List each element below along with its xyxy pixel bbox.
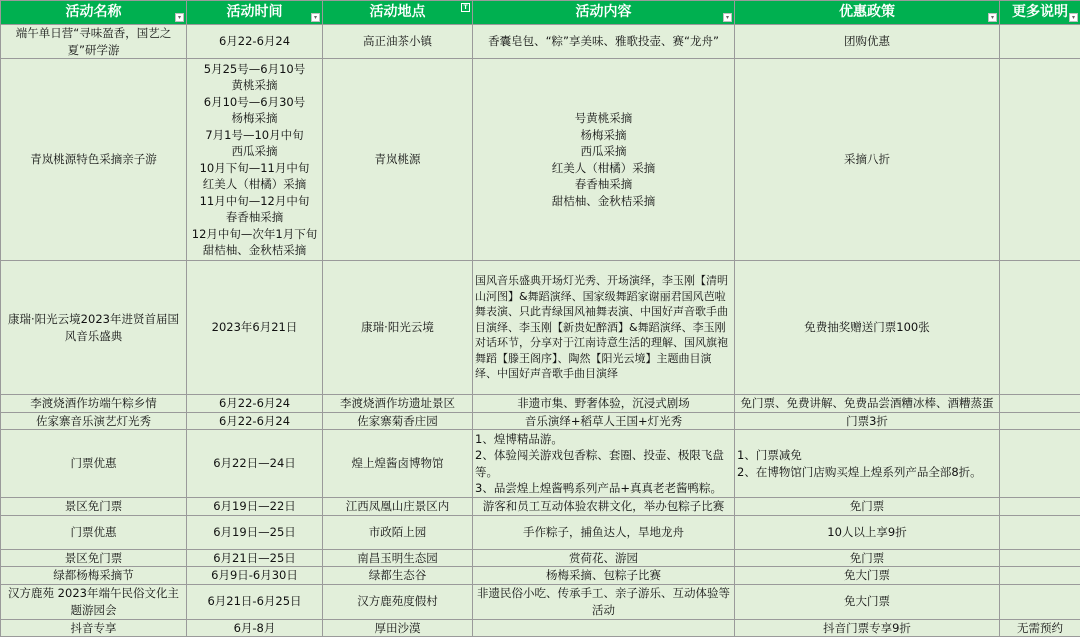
cell-content[interactable]: 赏荷花、游园 [473, 549, 735, 567]
header-row [1, 1, 1080, 25]
cell-time[interactable]: 6月21日—25日 [187, 549, 323, 567]
cell-time[interactable]: 6月9日-6月30日 [187, 567, 323, 585]
cell-policy[interactable]: 10人以上享9折 [735, 515, 1000, 549]
cell-policy[interactable]: 1、门票减免 2、在博物馆门店购买煌上煌系列产品全部8折。 [735, 430, 1000, 498]
cell-place[interactable]: 康瑞·阳光云境 [323, 261, 473, 395]
cell-note[interactable] [1000, 515, 1080, 549]
cell-place[interactable]: 李渡烧酒作坊遗址景区 [323, 395, 473, 413]
cell-policy[interactable]: 免门票、免费讲解、免费品尝酒糟冰棒、酒糟蒸蛋 [735, 395, 1000, 413]
cell-policy[interactable]: 抖音门票专享9折 [735, 619, 1000, 637]
cell-content[interactable]: 号黄桃采摘 杨梅采摘 西瓜采摘 红美人（柑橘）采摘 春香柚采摘 甜桔柚、金秋桔采摘 [473, 59, 735, 261]
cell-note[interactable] [1000, 25, 1080, 59]
cell-policy[interactable]: 免费抽奖赠送门票100张 [735, 261, 1000, 395]
filter-dropdown-icon[interactable]: ▾ [1069, 13, 1078, 22]
cell-note[interactable] [1000, 498, 1080, 516]
cell-note[interactable] [1000, 584, 1080, 619]
cell-content[interactable]: 国风音乐盛典开场灯光秀、开场演绎，李玉刚【清明山河图】&舞蹈演绎、国家级舞蹈家谢丽君国风芭啦舞表演、只此青绿国风袖舞表演、中国好声音歌手曲目演绎、李玉刚【新贵妃醉酒】&舞蹈演绎、李玉刚对话环节，分享对于江南诗意生活的理解、国风旗袍舞蹈【滕王阁序】、陶然【阳光云境】主题曲目演绎、中国好声音歌手曲目演绎 [473, 261, 735, 395]
cell-policy[interactable]: 门票3折 [735, 412, 1000, 430]
cell-place[interactable]: 南昌玉明生态园 [323, 549, 473, 567]
cell-name[interactable]: 景区免门票 [1, 498, 187, 516]
cell-time[interactable]: 6月19日—25日 [187, 515, 323, 549]
cell-time[interactable]: 6月21日-6月25日 [187, 584, 323, 619]
cell-time[interactable]: 6月22-6月24 [187, 412, 323, 430]
cell-place[interactable]: 青岚桃源 [323, 59, 473, 261]
cell-policy[interactable]: 免大门票 [735, 584, 1000, 619]
cell-place[interactable]: 煌上煌酱卤博物馆 [323, 430, 473, 498]
cell-place[interactable]: 江西凤凰山庄景区内 [323, 498, 473, 516]
cell-place[interactable]: 绿都生态谷 [323, 567, 473, 585]
table-row [1, 498, 1080, 516]
cell-time[interactable]: 6月19日—22日 [187, 498, 323, 516]
cell-name[interactable]: 佐家寨音乐演艺灯光秀 [1, 412, 187, 430]
cell-policy[interactable]: 免大门票 [735, 567, 1000, 585]
filter-dropdown-icon[interactable]: ▾ [723, 13, 732, 22]
cell-name[interactable]: 端午单日营“寻味盈香，国艺之夏”研学游 [1, 25, 187, 59]
cell-name[interactable]: 汉方鹿苑 2023年端午民俗文化主题游园会 [1, 584, 187, 619]
cell-note[interactable] [1000, 549, 1080, 567]
cell-name[interactable]: 抖音专享 [1, 619, 187, 637]
table-row [1, 567, 1080, 585]
cell-place[interactable]: 市政陌上园 [323, 515, 473, 549]
filter-dropdown-icon[interactable]: ▾ [311, 13, 320, 22]
cell-content[interactable]: 杨梅采摘、包粽子比赛 [473, 567, 735, 585]
cell-time[interactable]: 6月22-6月24 [187, 395, 323, 413]
cell-place[interactable]: 厚田沙漠 [323, 619, 473, 637]
cell-note[interactable] [1000, 395, 1080, 413]
cell-content[interactable]: 手作粽子，捕鱼达人，旱地龙舟 [473, 515, 735, 549]
cell-content[interactable]: 1、煌博精品游。 2、体验闯关游戏包香粽、套圈、投壶、极限飞盘等。 3、品尝煌上煌酱鸭系列产品+真真老老酱鸭粽。 [473, 430, 735, 498]
table-row [1, 584, 1080, 619]
table-row [1, 25, 1080, 59]
cell-name[interactable]: 青岚桃源特色采摘亲子游 [1, 59, 187, 261]
cell-place[interactable]: 高正油茶小镇 [323, 25, 473, 59]
cell-note[interactable]: 无需预约 [1000, 619, 1080, 637]
cell-time[interactable]: 2023年6月21日 [187, 261, 323, 395]
cell-name[interactable]: 门票优惠 [1, 430, 187, 498]
cell-policy[interactable]: 免门票 [735, 498, 1000, 516]
table-row [1, 395, 1080, 413]
cell-note[interactable] [1000, 59, 1080, 261]
cell-place[interactable]: 汉方鹿苑度假村 [323, 584, 473, 619]
cell-content[interactable]: 香囊皂包、“粽”享美味、雅歌投壶、赛“龙舟” [473, 25, 735, 59]
cell-content[interactable] [473, 619, 735, 637]
table-row [1, 549, 1080, 567]
cell-note[interactable] [1000, 567, 1080, 585]
header-note[interactable]: 更多说明 ▾ [1000, 1, 1080, 25]
cell-note[interactable] [1000, 430, 1080, 498]
table-row [1, 515, 1080, 549]
table-row [1, 261, 1080, 395]
cell-content[interactable]: 非遗市集、野奢体验，沉浸式剧场 [473, 395, 735, 413]
cell-note[interactable] [1000, 412, 1080, 430]
cell-time[interactable]: 6月22-6月24 [187, 25, 323, 59]
cell-name[interactable]: 景区免门票 [1, 549, 187, 567]
cell-name[interactable]: 康瑞·阳光云境2023年进贤首届国风音乐盛典 [1, 261, 187, 395]
cell-time[interactable]: 5月25号—6月10号 黄桃采摘 6月10号—6月30号 杨梅采摘 7月1号—10月中旬 西瓜采摘 10月下旬—11月中旬 红美人（柑橘）采摘 11月中旬—12月中旬 春香柚采摘 12月中旬—次年1月下旬 甜桔柚、金秋桔采摘 [187, 59, 323, 261]
cell-name[interactable]: 绿都杨梅采摘节 [1, 567, 187, 585]
header-content[interactable]: 活动内容 ▾ [473, 1, 735, 25]
filter-dropdown-icon[interactable]: ▾ [175, 13, 184, 22]
header-place[interactable]: 活动地点 T [323, 1, 473, 25]
table-row [1, 619, 1080, 637]
header-policy[interactable]: 优惠政策 ▾ [735, 1, 1000, 25]
filter-dropdown-icon[interactable]: ▾ [988, 13, 997, 22]
cell-policy[interactable]: 采摘八折 [735, 59, 1000, 261]
cell-place[interactable]: 佐家寨菊香庄园 [323, 412, 473, 430]
table-row [1, 412, 1080, 430]
cell-name[interactable]: 李渡烧酒作坊端午粽乡情 [1, 395, 187, 413]
cell-content[interactable]: 音乐演绎+稻草人王国+灯光秀 [473, 412, 735, 430]
header-time[interactable]: 活动时间 ▾ [187, 1, 323, 25]
header-name[interactable]: 活动名称 ▾ [1, 1, 187, 25]
table-row [1, 59, 1080, 261]
cell-content[interactable]: 非遗民俗小吃、传承手工、亲子游乐、互动体验等活动 [473, 584, 735, 619]
cell-policy[interactable]: 免门票 [735, 549, 1000, 567]
cell-policy[interactable]: 团购优惠 [735, 25, 1000, 59]
cell-note[interactable] [1000, 261, 1080, 395]
filter-active-icon[interactable]: T [461, 3, 470, 12]
cell-name[interactable]: 门票优惠 [1, 515, 187, 549]
cell-content[interactable]: 游客和员工互动体验农耕文化，举办包粽子比赛 [473, 498, 735, 516]
table-row [1, 430, 1080, 498]
cell-time[interactable]: 6月-8月 [187, 619, 323, 637]
cell-time[interactable]: 6月22日—24日 [187, 430, 323, 498]
